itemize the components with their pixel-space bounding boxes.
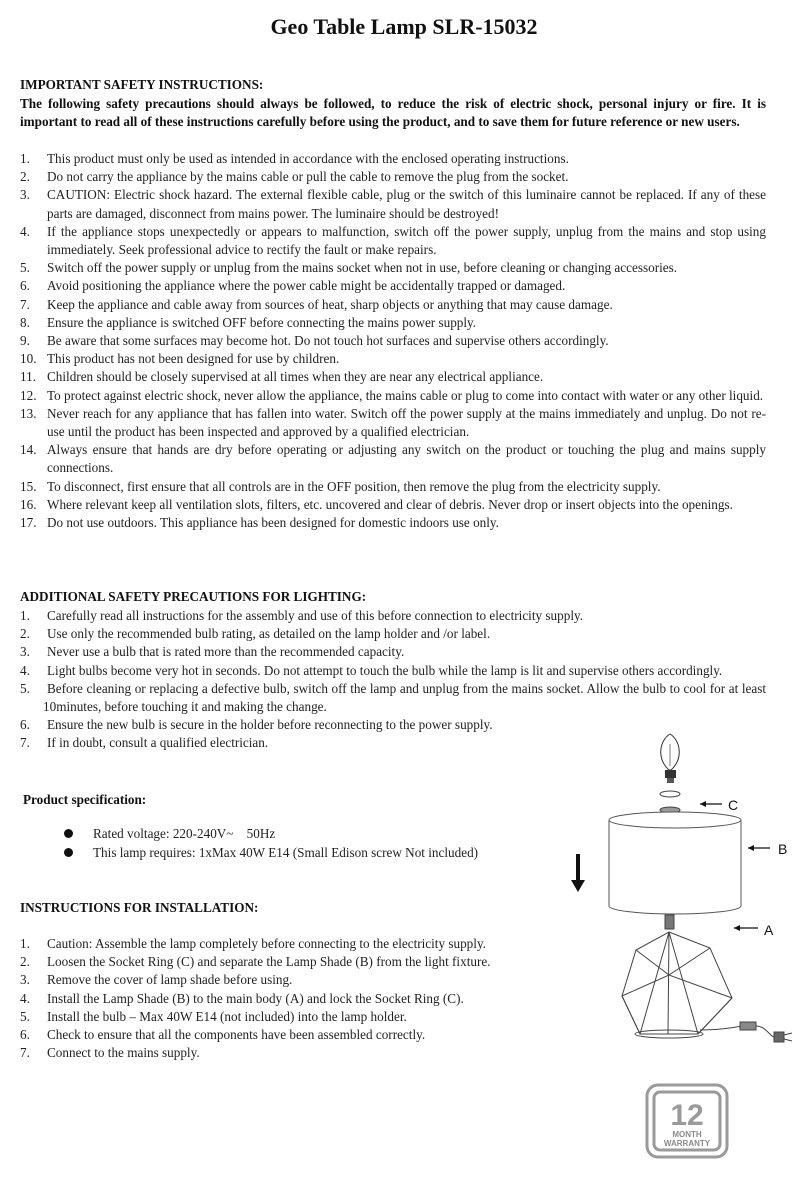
safety-list-item bbox=[20, 223, 766, 259]
safety-list-item bbox=[20, 332, 766, 350]
item-number: 4. bbox=[20, 662, 30, 678]
lighting-list-item bbox=[20, 625, 766, 643]
item-number: 11. bbox=[20, 369, 36, 385]
label-a: A bbox=[764, 922, 774, 938]
item-number: 6. bbox=[20, 278, 30, 294]
item-text: Use only the recommended bulb rating, as detailed on the lamp holder and /or label. bbox=[47, 626, 491, 642]
spec-item bbox=[64, 843, 478, 863]
label-c: C bbox=[728, 797, 739, 813]
item-text: Always ensure that hands are dry before operating or adjusting any switch on the product or touching the plug and mains supply connections. bbox=[47, 442, 766, 476]
lamp-assembly-diagram bbox=[560, 730, 800, 1070]
spec-heading: Product specification: bbox=[23, 792, 147, 807]
safety-list-item bbox=[20, 496, 766, 514]
item-text: Never reach for any appliance that has fallen into water. Switch off the power supply at the mains immediately and unplug. Do not re-use until the product has been inspected and approved by a qualified electrician. bbox=[47, 405, 766, 440]
spec-voltage: Rated voltage: 220-240V~ 50Hz bbox=[93, 826, 276, 841]
item-text: Carefully read all instructions for the assembly and use of this before connection to electricity supply. bbox=[47, 608, 584, 623]
safety-list-item bbox=[20, 296, 766, 314]
item-text: Install the bulb – Max 40W E14 (not included) into the lamp holder. bbox=[47, 1008, 407, 1024]
item-text: If the appliance stops unexpectedly or appears to malfunction, switch off the power supply, unplug from the mains and stop using immediately. Seek professional advice to rectify the fault or make repairs. bbox=[47, 223, 766, 258]
safety-list-item bbox=[20, 368, 766, 386]
item-number: 3. bbox=[20, 972, 30, 988]
item-number: 5. bbox=[20, 260, 30, 276]
document-title: Geo Table Lamp SLR-15032 bbox=[270, 14, 538, 39]
item-text: Do not use outdoors. This appliance has been designed for domestic indoors use only. bbox=[47, 515, 499, 531]
safety-list-item bbox=[20, 314, 766, 332]
item-number: 1. bbox=[20, 608, 30, 623]
item-text: Be aware that some surfaces may become hot. Do not touch hot surfaces and supervise others accordingly. bbox=[47, 333, 609, 349]
install-heading: INSTRUCTIONS FOR INSTALLATION: bbox=[20, 900, 259, 915]
safety-list-item bbox=[20, 259, 766, 277]
item-number: 13. bbox=[20, 405, 37, 421]
lighting-heading: ADDITIONAL SAFETY PRECAUTIONS FOR LIGHTING: bbox=[20, 589, 367, 604]
item-number: 1. bbox=[20, 936, 30, 951]
item-number: 2. bbox=[20, 954, 30, 970]
warranty-month: MONTH bbox=[672, 1130, 702, 1139]
item-number: 4. bbox=[20, 990, 30, 1006]
item-number: 5. bbox=[20, 680, 30, 696]
item-number: 8. bbox=[20, 314, 30, 330]
lighting-list-item bbox=[20, 643, 766, 661]
safety-list-item bbox=[20, 478, 766, 496]
item-text: To disconnect, first ensure that all controls are in the OFF position, then remove the plug from the electricity supply. bbox=[47, 478, 661, 494]
item-number: 7. bbox=[20, 1045, 30, 1061]
lighting-list-item bbox=[20, 662, 766, 680]
item-number: 15. bbox=[20, 478, 37, 494]
socket-ring-icon bbox=[660, 791, 680, 813]
item-text: Light bulbs become very hot in seconds. Do not attempt to touch the bulb while the lamp is lit and supervise others accordingly. bbox=[47, 662, 723, 678]
item-text: Keep the appliance and cable away from sources of heat, sharp objects or anything that may cause damage. bbox=[47, 296, 613, 312]
lighting-list-item bbox=[20, 680, 766, 716]
warranty-number: 12 bbox=[670, 1099, 704, 1132]
item-text: Avoid positioning the appliance where the power cable might be accidentally trapped or damaged. bbox=[47, 278, 566, 294]
safety-list-item bbox=[20, 150, 766, 168]
safety-list bbox=[20, 150, 766, 532]
safety-list-item bbox=[20, 405, 766, 441]
item-text: This product has not been designed for use by children. bbox=[47, 351, 340, 367]
bullet-icon bbox=[64, 848, 73, 857]
item-text: Caution: Assemble the lamp completely before connecting to the electricity supply. bbox=[47, 936, 486, 951]
item-text: Remove the cover of lamp shade before using. bbox=[47, 972, 293, 988]
item-text: CAUTION: Electric shock hazard. The external flexible cable, plug or the switch of this luminaire cannot be replaced. If any of these parts are damaged, disconnect from mains power. The luminaire should be destroyed! bbox=[47, 187, 766, 221]
item-number: 12. bbox=[20, 387, 37, 403]
item-number: 14. bbox=[20, 442, 37, 458]
item-text: Check to ensure that all the components have been assembled correctly. bbox=[47, 1027, 426, 1043]
item-text: Loosen the Socket Ring (C) and separate the Lamp Shade (B) from the light fixture. bbox=[47, 954, 491, 970]
label-b: B bbox=[778, 841, 788, 857]
safety-list-item bbox=[20, 441, 766, 477]
item-number: 5. bbox=[20, 1008, 30, 1024]
warranty-label: WARRANTY bbox=[663, 1139, 711, 1148]
safety-list-item bbox=[20, 186, 766, 222]
item-text: Do not carry the appliance by the mains cable or pull the cable to remove the plug from the socket. bbox=[47, 169, 569, 185]
safety-list-item bbox=[20, 387, 766, 405]
item-text: Ensure the new bulb is secure in the holder before reconnecting to the power supply. bbox=[47, 717, 493, 733]
item-number: 4. bbox=[20, 223, 30, 239]
lighting-list-item bbox=[20, 607, 766, 625]
item-number: 3. bbox=[20, 644, 30, 660]
item-text: If in doubt, consult a qualified electrician. bbox=[47, 735, 269, 751]
item-number: 6. bbox=[20, 717, 30, 733]
item-number: 17. bbox=[20, 515, 37, 531]
item-number: 1. bbox=[20, 151, 30, 166]
item-number: 9. bbox=[20, 333, 30, 349]
warranty-badge bbox=[645, 1083, 729, 1159]
bulb-icon bbox=[661, 734, 679, 783]
spec-bulb: This lamp requires: 1xMax 40W E14 (Small Edison screw Not included) bbox=[93, 845, 479, 860]
item-number: 3. bbox=[20, 187, 30, 203]
item-text: Connect to the mains supply. bbox=[47, 1045, 200, 1061]
item-text: Never use a bulb that is rated more than the recommended capacity. bbox=[47, 644, 405, 660]
item-number: 10. bbox=[20, 351, 37, 367]
lamp-shade-icon bbox=[609, 812, 741, 914]
safety-heading: IMPORTANT SAFETY INSTRUCTIONS: bbox=[20, 77, 264, 92]
bullet-icon bbox=[64, 829, 73, 838]
item-text: Before cleaning or replacing a defective bulb, switch off the lamp and unplug from the mains socket. Allow the bulb to cool for at least 10minutes, before touching it and making the change. bbox=[43, 680, 766, 715]
item-text: To protect against electric shock, never allow the appliance, the mains cable or plug to come into contact with water or any other liquid. bbox=[47, 387, 764, 403]
safety-list-item bbox=[20, 350, 766, 368]
item-text: This product must only be used as intended in accordance with the enclosed operating instructions. bbox=[47, 151, 569, 166]
item-text: Switch off the power supply or unplug from the mains socket when not in use, before cleaning or changing accessories. bbox=[47, 260, 678, 276]
item-text: Children should be closely supervised at all times when they are near any electrical appliance. bbox=[47, 369, 544, 385]
item-number: 2. bbox=[20, 169, 30, 185]
safety-list-item bbox=[20, 514, 766, 532]
arrow-down-icon bbox=[571, 854, 585, 892]
spec-item bbox=[64, 824, 275, 844]
item-number: 7. bbox=[20, 296, 30, 312]
item-text: Where relevant keep all ventilation slots, filters, etc. uncovered and clear of debris. Never drop or insert objects into the openings. bbox=[47, 496, 733, 512]
safety-list-item bbox=[20, 277, 766, 295]
item-number: 2. bbox=[20, 626, 30, 642]
item-text: Install the Lamp Shade (B) to the main body (A) and lock the Socket Ring (C). bbox=[47, 990, 464, 1006]
item-number: 16. bbox=[20, 496, 37, 512]
item-number: 7. bbox=[20, 735, 30, 751]
safety-intro: The following safety precautions should always be followed, to reduce the risk of electric shock, personal injury or fire. It is important to read all of these instructions carefully before using the product, and to save them for future reference or new users. bbox=[20, 96, 766, 129]
item-number: 6. bbox=[20, 1027, 30, 1043]
item-text: Ensure the appliance is switched OFF before connecting the mains power supply. bbox=[47, 314, 477, 330]
safety-list-item bbox=[20, 168, 766, 186]
